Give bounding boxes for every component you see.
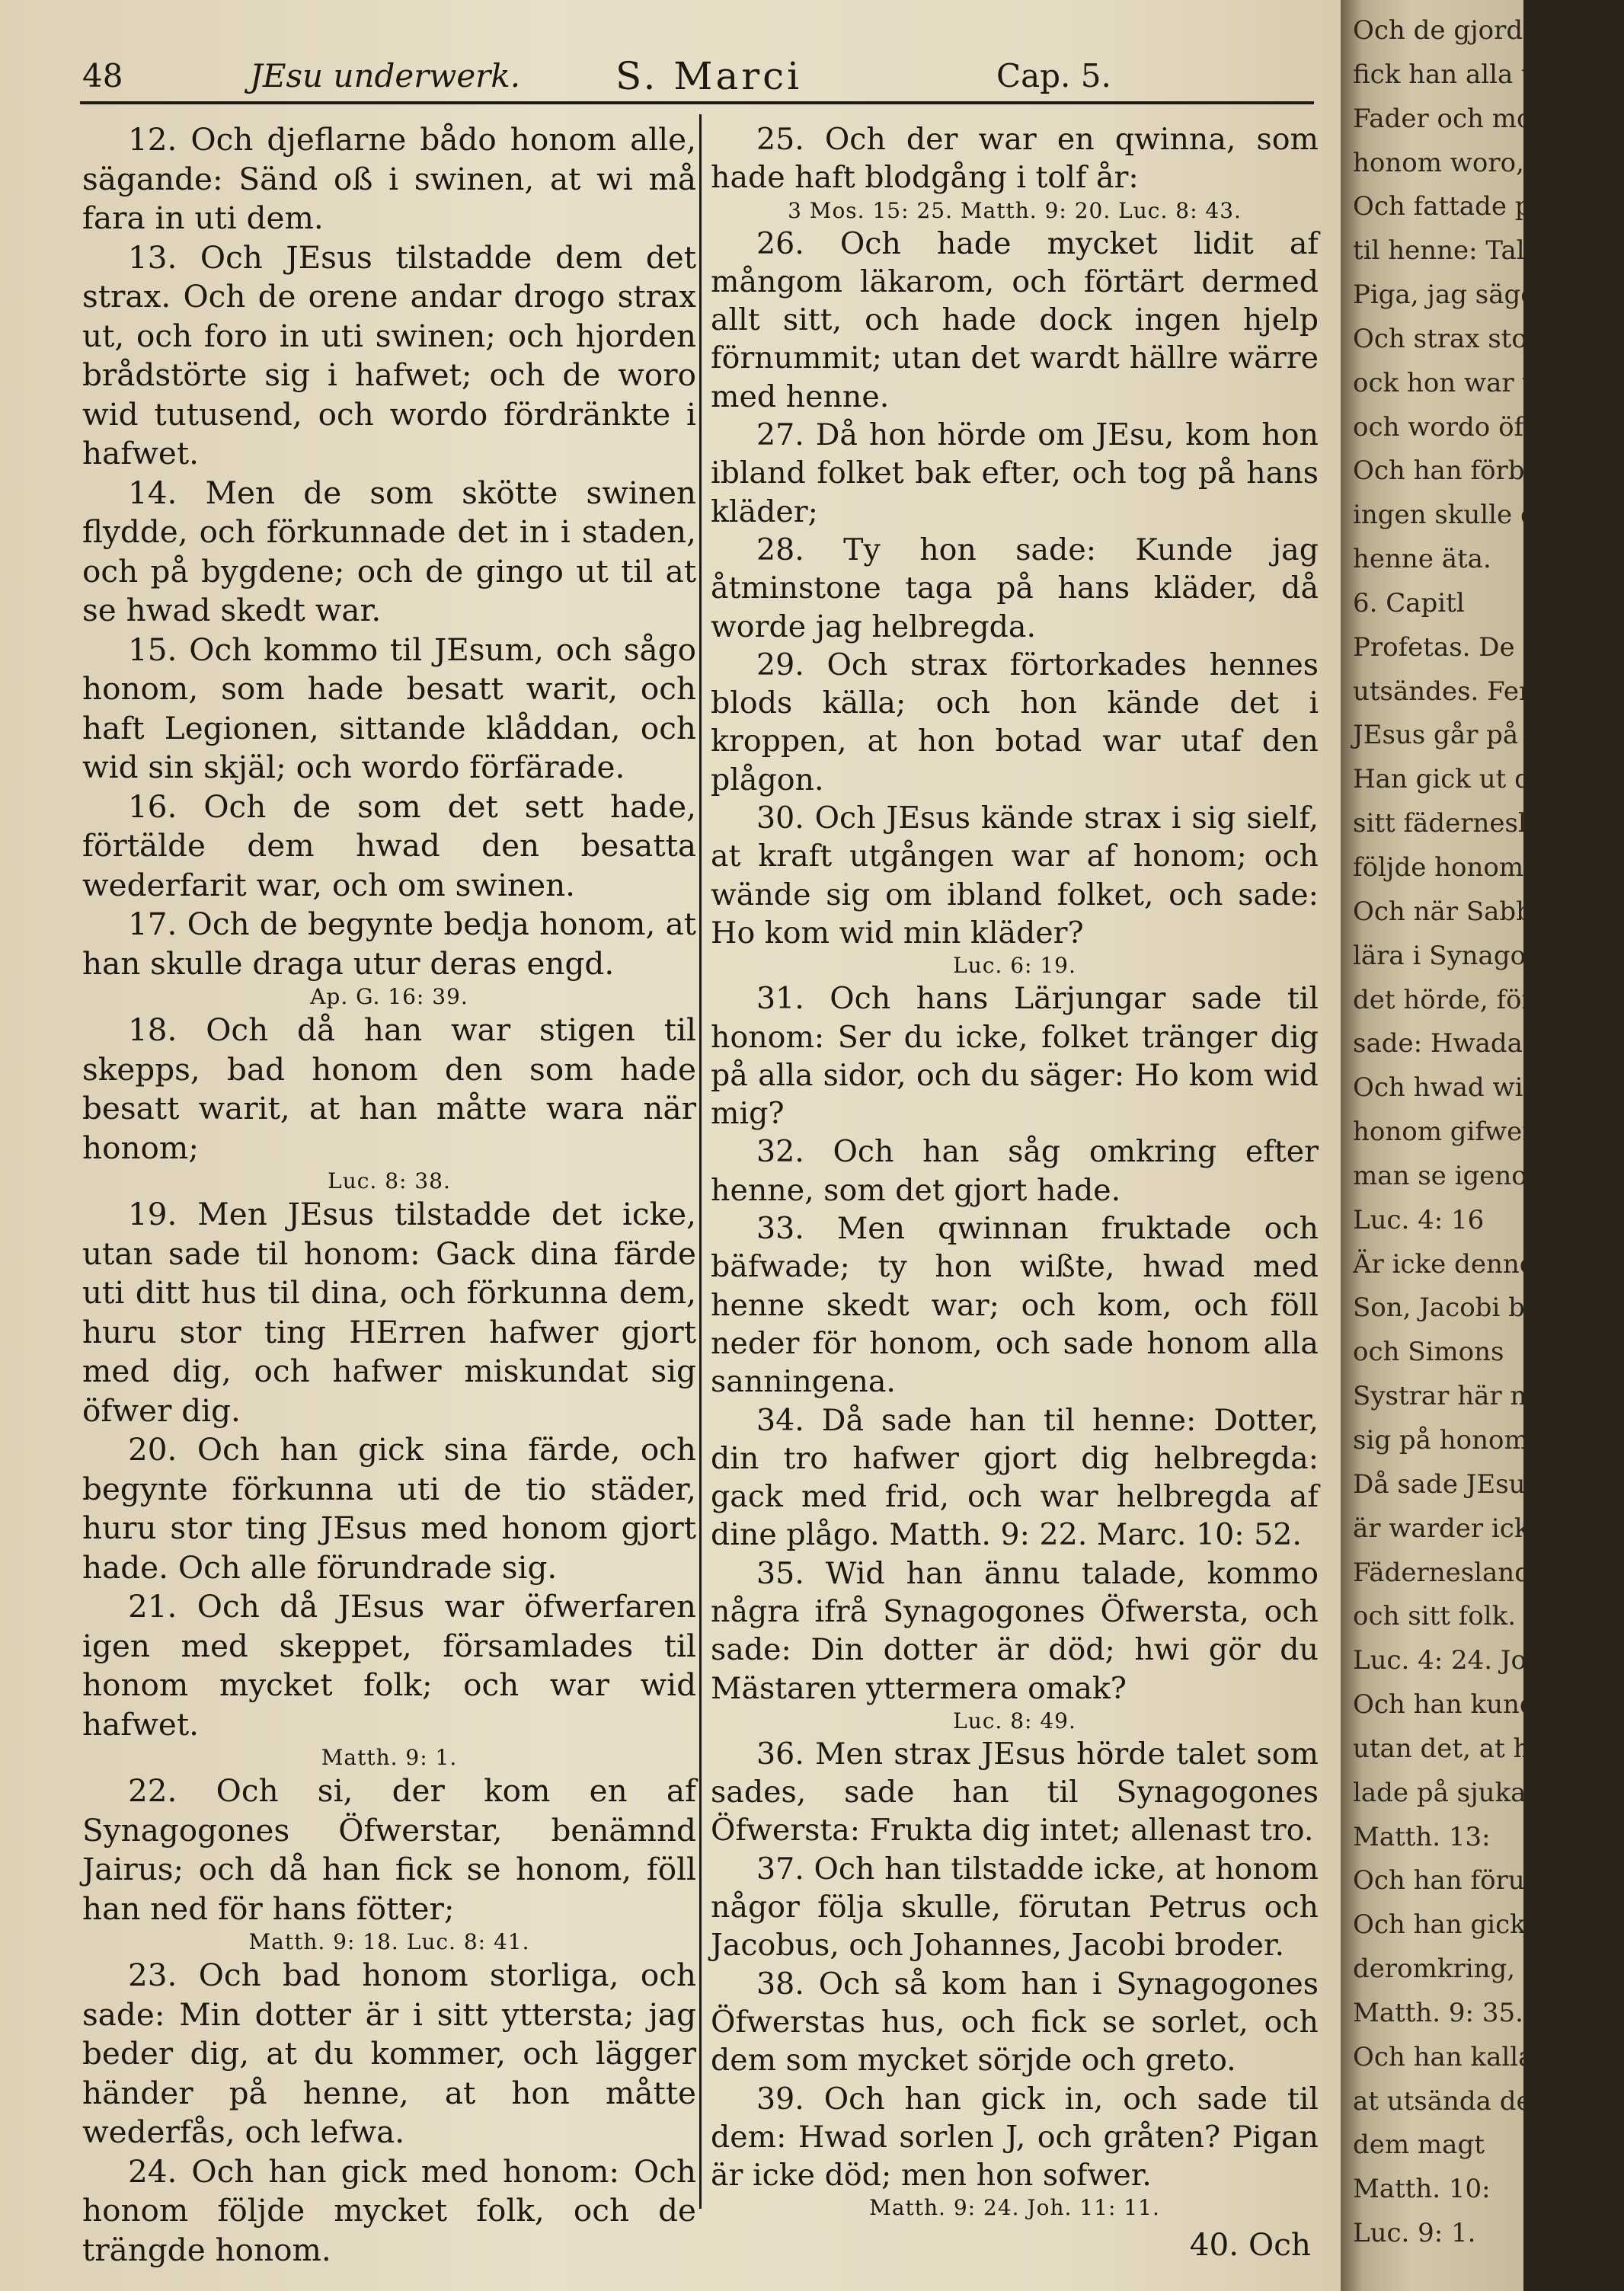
- adjacent-page-line: 6. Capitl: [1353, 587, 1465, 618]
- chapter-label: Cap. 5.: [996, 57, 1111, 94]
- adjacent-page-line: sig på honom.: [1353, 1424, 1537, 1455]
- verse: 21. Och då JEsus war öfwerfaren igen med skeppet, församlades til honom mycket folk; och war wid hafwet.: [82, 1588, 696, 1743]
- running-topic: JEsu underwerk.: [250, 57, 521, 94]
- adjacent-page-line: Matth. 9: 35.: [1353, 1997, 1523, 2028]
- verse: 37. Och han tilstadde icke, at honom någor följa skulle, förutan Petrus och Jacobus, och Johannes, Jacobi broder.: [711, 1851, 1319, 1963]
- verse: 13. Och JEsus tilstadde dem det strax. Och de orene andar drogo strax ut, och foro in uti swinen; och hjorden brådstörte sig i hafwet; och de woro wid tutusend, och wordo fördränkte i hafwet.: [82, 238, 696, 471]
- page-number: 48: [82, 57, 123, 94]
- adjacent-page-line: och sitt folk.: [1353, 1601, 1517, 1632]
- adjacent-page-line: ock hon war wid t: [1353, 367, 1588, 398]
- adjacent-page-line: lade på sjuka, o: [1353, 1777, 1558, 1808]
- verse: 12. Och djeflarne bådo honom alle, sägande: Sänd oß i swinen, at wi må fara in uti dem.: [82, 121, 696, 236]
- adjacent-page-line: följde honom.: [1353, 852, 1532, 883]
- verse: 22. Och si, der kom en af Synagogones Öfwerstar, benämnd Jairus; och då han fick se honom, föll han ned för hans fötter;: [82, 1772, 696, 1927]
- adjacent-page-line: Och han kunde: [1353, 1689, 1552, 1721]
- verse: 38. Och så kom han i Synagogones Öfwerstas hus, och fick se sorlet, och dem som mycket sörjde och greto.: [711, 1966, 1319, 2079]
- adjacent-page-line: Och han kallade: [1353, 2041, 1566, 2072]
- verse: 16. Och de som det sett hade, förtälde dem hwad den besatta wederfarit war, och om swinen.: [82, 788, 696, 903]
- verse: 32. Och han såg omkring efter henne, som det gjort hade.: [711, 1134, 1319, 1208]
- adjacent-page-line: honom woro, och g: [1353, 147, 1604, 178]
- adjacent-page-line: JEsus går på: [1353, 720, 1519, 751]
- verse: 33. Men qwinnan fruktade och bäfwade; ty hon wißte, hwad med henne skedt war; och kom, och föll neder för honom, och sade honom alla sanningena.: [711, 1211, 1319, 1400]
- adjacent-page-line: Är icke denne den: [1353, 1248, 1592, 1280]
- adjacent-page-line: Matth. 13:: [1353, 1821, 1491, 1852]
- verse: 29. Och strax förtorkades hennes blods källa; och hon kände det i kroppen, at hon botad war utaf den plågon.: [711, 647, 1319, 797]
- verse: 23. Och bad honom storliga, och sade: Min dotter är i sitt yttersta; jag beder dig, at du kommer, och lägger händer på henne, at hon måtte wederfås, och lefwa.: [82, 1957, 696, 2150]
- adjacent-page-line: Han gick ut dädan: [1353, 764, 1596, 795]
- verse: 39. Och han gick in, och sade til dem: Hwad sorlen J, och gråten? Pigan är icke död; men hon sofwer.: [711, 2081, 1319, 2194]
- adjacent-page-line: utan det, at h: [1353, 1733, 1530, 1764]
- adjacent-page-line: Luc. 4: 24. Joh: [1353, 1645, 1543, 1676]
- book-title: S. Marci: [615, 54, 803, 98]
- verse: 35. Wid han ännu talade, kommo några ifrå Synagogones Öfwersta, och sade: Din dotter är död; hwi gör du Mästaren yttermera omak?: [711, 1555, 1319, 1706]
- verse: 24. Och han gick med honom: Och honom följde mycket folk, och de trängde honom.: [82, 2152, 696, 2268]
- adjacent-page-line: ingen skulle det: [1353, 500, 1563, 531]
- cross-reference: Matth. 9: 1.: [321, 1745, 458, 1770]
- adjacent-page-line: och Simons: [1353, 1337, 1504, 1368]
- verse: 36. Men strax JEsus hörde talet som sades, sade han til Synagogones Öfwersta: Frukta dig intet; allenast tro.: [711, 1736, 1319, 1848]
- adjacent-page-line: Och han gick: [1353, 1909, 1526, 1941]
- verse: 28. Ty hon sade: Kunde jag åtminstone taga på hans kläder, då worde jag helbregda.: [711, 532, 1319, 644]
- adjacent-page-line: man se igenom h: [1353, 1160, 1577, 1191]
- verse: 17. Och de begynte bedja honom, at han skulle draga utur deras engd.: [82, 906, 696, 982]
- adjacent-page-line: Systrar här när o: [1353, 1381, 1579, 1412]
- verse: 34. Då sade han til henne: Dotter, din tro hafwer gjort dig helbregda: gack med frid, och war helbregda af dine plågo. Matth. 9: 22. Marc. 10: 52.: [711, 1402, 1319, 1553]
- adjacent-page-line: lära i Synago: [1353, 940, 1526, 971]
- running-head: [82, 53, 1316, 99]
- adjacent-page-line: Fader och moder,: [1353, 103, 1582, 134]
- verse: 27. Då hon hörde om JEsu, kom hon ibland folket bak efter, och tog på hans kläder;: [711, 417, 1319, 529]
- header-rule: [80, 101, 1314, 104]
- verse: 31. Och hans Lärjungar sade til honom: Ser du icke, folket tränger dig på alla sidor, och du säger: Ho kom wid mig?: [711, 981, 1319, 1132]
- catchword: 40. Och: [1189, 2226, 1311, 2264]
- cross-reference: Luc. 8: 38.: [328, 1168, 451, 1193]
- adjacent-page-line: det hörde, föru: [1353, 984, 1551, 1015]
- adjacent-page-line: at utsända dem: [1353, 2085, 1556, 2117]
- adjacent-page-line: sitt fädernesland: [1353, 808, 1575, 839]
- adjacent-page-line: til henne: Tali: [1353, 235, 1533, 267]
- adjacent-page-line: och wordo öfwermåt: [1353, 411, 1624, 443]
- adjacent-page-line: Luc. 4: 16: [1353, 1204, 1485, 1235]
- adjacent-page-line: utsändes. Femtuse: [1353, 676, 1600, 707]
- right-column: [711, 120, 1319, 2267]
- cross-reference: Matth. 9: 18. Luc. 8: 41.: [248, 1929, 530, 1954]
- adjacent-page-line: Och han förundr: [1353, 1865, 1571, 1896]
- adjacent-page-line: Och strax stod: [1353, 323, 1544, 354]
- cross-reference: 3 Mos. 15: 25. Matth. 9: 20. Luc. 8: 43.: [788, 197, 1242, 223]
- adjacent-page-line: dem magt: [1353, 2130, 1485, 2161]
- left-column: [82, 120, 696, 2270]
- adjacent-page-line: Piga, jag säger: [1353, 280, 1549, 311]
- verse: 26. Och hade mycket lidit af mångom läkarom, och förtärt dermed allt sitt, och hade dock ingen hjelp förnummit; utan det wardt hällre wärre med henne.: [711, 225, 1319, 414]
- adjacent-page-line: sade: Hwadan: [1353, 1028, 1539, 1059]
- verse: 30. Och JEsus kände strax i sig sielf, at kraft utgången war af honom; och wände sig om ibland folket, och sade: Ho kom wid min kläder?: [711, 800, 1319, 951]
- adjacent-page-edge: [1341, 0, 1624, 2291]
- verse: 15. Och kommo til JEsum, och sågo honom, som hade besatt warit, och haft Legionen, sittande klåddan, och wid sin skjäl; och wordo förfärade.: [82, 631, 696, 785]
- adjacent-page-line: Då sade JEsus: [1353, 1468, 1539, 1500]
- adjacent-page-line: deromkring,: [1353, 1954, 1516, 1985]
- cross-reference: Luc. 6: 19.: [953, 953, 1076, 979]
- verse: 25. Och der war en qwinna, som hade haft blodgång i tolf år:: [711, 122, 1319, 196]
- cross-reference: Ap. G. 16: 39.: [310, 984, 468, 1009]
- verse: 14. Men de som skötte swinen flydde, och förkunnade det in i staden, och på bygdene; och de gingo ut til at se hwad skedt war.: [82, 474, 696, 628]
- cross-reference: Matth. 9: 24. Joh. 11: 11.: [869, 2195, 1160, 2221]
- adjacent-page-line: Och fattade pigon: [1353, 191, 1589, 222]
- verse: 20. Och han gick sina färde, och begynte förkunna uti de tio städer, huru stor ting JEsus med honom gjort hade. Och alle förundrade sig.: [82, 1431, 696, 1586]
- adjacent-page-line: Och hwad wis: [1353, 1072, 1536, 1104]
- adjacent-page-line: Son, Jacobi b: [1353, 1292, 1525, 1324]
- column-divider: [699, 114, 702, 2209]
- adjacent-page-line: Profetas. De tolf: [1353, 631, 1568, 663]
- adjacent-page-line: Fädernesland, och i: [1353, 1557, 1611, 1588]
- verse: 19. Men JEsus tilstadde det icke, utan sade til honom: Gack dina färde uti ditt hus til dina, och förkunna dem, huru stor ting HErren hafwer gjort med dig, och hafwer miskundat sig öfwer dig.: [82, 1196, 696, 1429]
- adjacent-page-line: Luc. 9: 1.: [1353, 2218, 1476, 2249]
- adjacent-page-line: Och de gjorde: [1353, 15, 1539, 46]
- adjacent-page-line: Matth. 10:: [1353, 2174, 1491, 2205]
- adjacent-page-line: honom gifwen är,: [1353, 1117, 1581, 1148]
- cross-reference: Luc. 8: 49.: [953, 1708, 1076, 1733]
- adjacent-page-line: henne äta.: [1353, 544, 1491, 575]
- adjacent-page-line: fick han alla ut, och: [1353, 59, 1612, 90]
- adjacent-page-line: Och han förböd: [1353, 455, 1557, 487]
- verse: 18. Och då han war stigen til skepps, bad honom den som hade besatt warit, at han måtte wara när honom;: [82, 1011, 696, 1166]
- adjacent-page-line: är warder icke f: [1353, 1513, 1563, 1544]
- adjacent-page-line: Och när Sabbath: [1353, 896, 1575, 927]
